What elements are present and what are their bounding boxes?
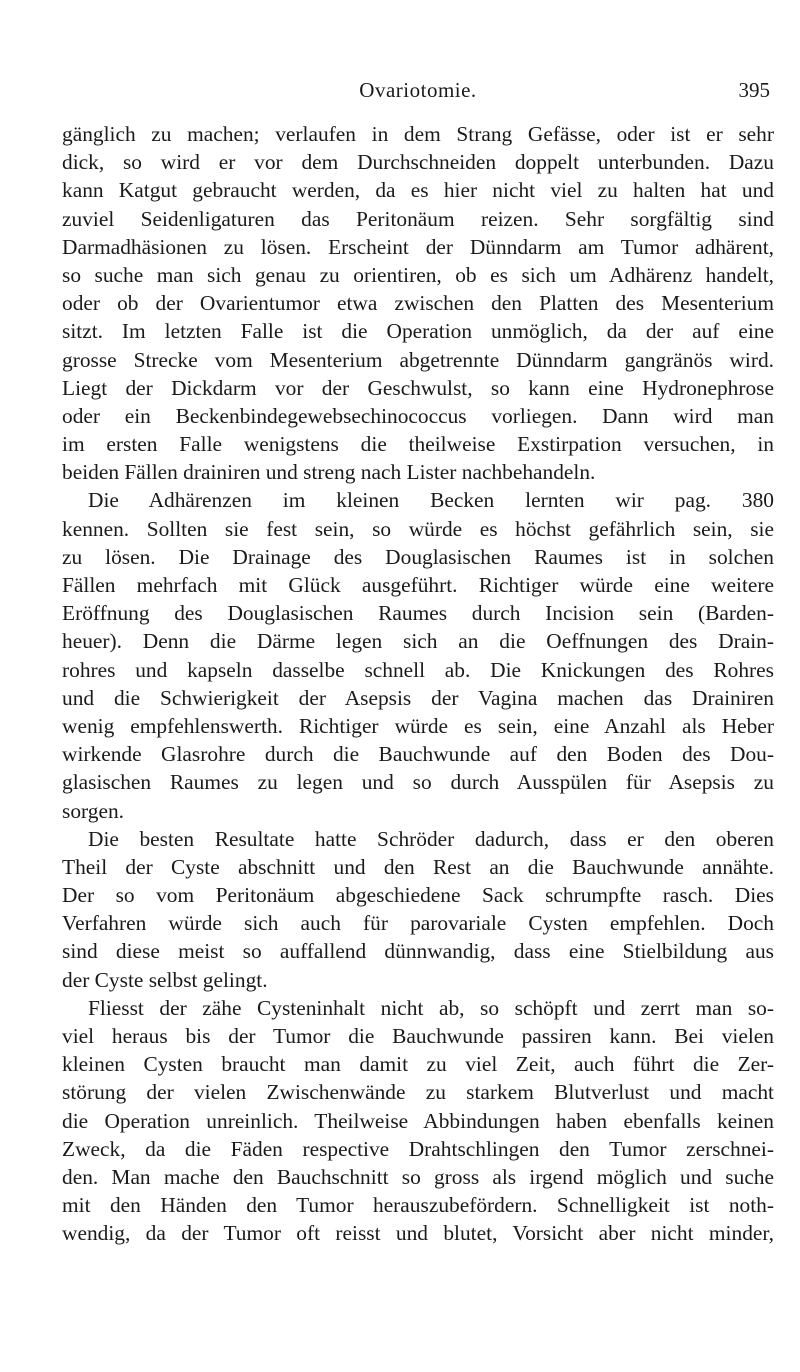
text-line: glasischen Raumes zu legen und so durch Ausspülen für Asepsis zu <box>62 770 774 795</box>
text-line: Fällen mehrfach mit Glück ausgeführt. Richtiger würde eine weitere <box>62 573 774 597</box>
text-line: dick, so wird er vor dem Durchschneiden doppelt unterbunden. Dazu <box>62 150 774 175</box>
text-line: Theil der Cyste abschnitt und den Rest an die Bauchwunde annähte. <box>62 854 774 879</box>
text-line: wirkende Glasrohre durch die Bauchwunde auf den Boden des Dou- <box>62 742 774 767</box>
running-head <box>62 76 774 116</box>
text-line: sitzt. Im letzten Falle ist die Operation unmöglich, da der auf eine <box>62 319 774 344</box>
text-line: Fliesst der zähe Cysteninhalt nicht ab, so schöpft und zerrt man so- <box>88 995 774 1020</box>
text-line: Die besten Resultate hatte Schröder dadurch, dass er den oberen <box>88 826 774 851</box>
text-line: oder ob der Ovarientumor etwa zwischen den Platten des Mesenterium <box>62 291 774 316</box>
text-line: grosse Strecke vom Mesenterium abgetrennte Dünndarm gangränös wird. <box>62 347 774 372</box>
text-line: zuviel Seidenligaturen das Peritonäum reizen. Sehr sorgfältig sind <box>62 206 774 231</box>
text-line: kleinen Cysten braucht man damit zu viel Zeit, auch führt die Zer- <box>62 1052 774 1077</box>
text-line: Darmadhäsionen zu lösen. Erscheint der Dünndarm am Tumor adhärent, <box>62 234 774 259</box>
text-line: Verfahren würde sich auch für parovariale Cysten empfehlen. Doch <box>62 911 774 936</box>
text-line: rohres und kapseln dasselbe schnell ab. Die Knickungen des Rohres <box>62 657 774 682</box>
text-line: den. Man mache den Bauchschnitt so gross als irgend möglich und suche <box>62 1164 774 1189</box>
text-line: Eröffnung des Douglasischen Raumes durch Incision sein (Barden- <box>62 601 774 626</box>
text-line: Liegt der Dickdarm vor der Geschwulst, so kann eine Hydronephrose <box>62 375 774 400</box>
text-line: Der so vom Peritonäum abgeschiedene Sack schrumpfte rasch. Dies <box>62 883 774 908</box>
text-line: oder ein Beckenbindegewebsechinococcus vorliegen. Dann wird man <box>62 403 774 428</box>
text-line: störung der vielen Zwischenwände zu starkem Blutverlust und macht <box>62 1080 774 1105</box>
body-text <box>62 120 774 1248</box>
text-line: die Operation unreinlich. Theilweise Abbindungen haben ebenfalls keinen <box>62 1108 774 1133</box>
text-line: Zweck, da die Fäden respective Drahtschlingen den Tumor zerschnei- <box>62 1136 774 1161</box>
text-line: wenig empfehlenswerth. Richtiger würde es sein, eine Anzahl als Heber <box>62 713 774 738</box>
text-line: zu lösen. Die Drainage des Douglasischen Raumes ist in solchen <box>62 544 774 569</box>
text-line: sorgen. <box>62 798 124 823</box>
page-number: 395 <box>738 78 770 102</box>
text-line: beiden Fällen drainiren und streng nach Lister nachbehandeln. <box>62 460 596 485</box>
text-line: viel heraus bis der Tumor die Bauchwunde passiren kann. Bei vielen <box>62 1024 774 1048</box>
text-line: mit den Händen den Tumor herauszubefördern. Schnelligkeit ist noth- <box>62 1193 774 1218</box>
text-line: gänglich zu machen; verlaufen in dem Strang Gefässe, oder ist er sehr <box>62 122 774 146</box>
text-line: heuer). Denn die Därme legen sich an die Oeffnungen des Drain- <box>62 629 774 654</box>
text-line: Die Adhärenzen im kleinen Becken lernten wir pag. 380 <box>88 488 774 513</box>
text-line: so suche man sich genau zu orientiren, ob es sich um Adhärenz handelt, <box>62 262 774 287</box>
text-line: im ersten Falle wenigstens die theilweise Exstirpation versuchen, in <box>62 432 774 457</box>
text-line: und die Schwierigkeit der Asepsis der Vagina machen das Drainiren <box>62 685 774 710</box>
text-line: kennen. Sollten sie fest sein, so würde es höchst gefährlich sein, sie <box>62 516 774 541</box>
text-line: der Cyste selbst gelingt. <box>62 967 268 992</box>
text-line: wendig, da der Tumor oft reisst und blutet, Vorsicht aber nicht minder, <box>62 1221 774 1246</box>
text-line: kann Katgut gebraucht werden, da es hier nicht viel zu halten hat und <box>62 178 774 203</box>
running-title: Ovariotomie. <box>359 78 477 102</box>
text-line: sind diese meist so auffallend dünnwandig, dass eine Stielbildung aus <box>62 939 774 964</box>
